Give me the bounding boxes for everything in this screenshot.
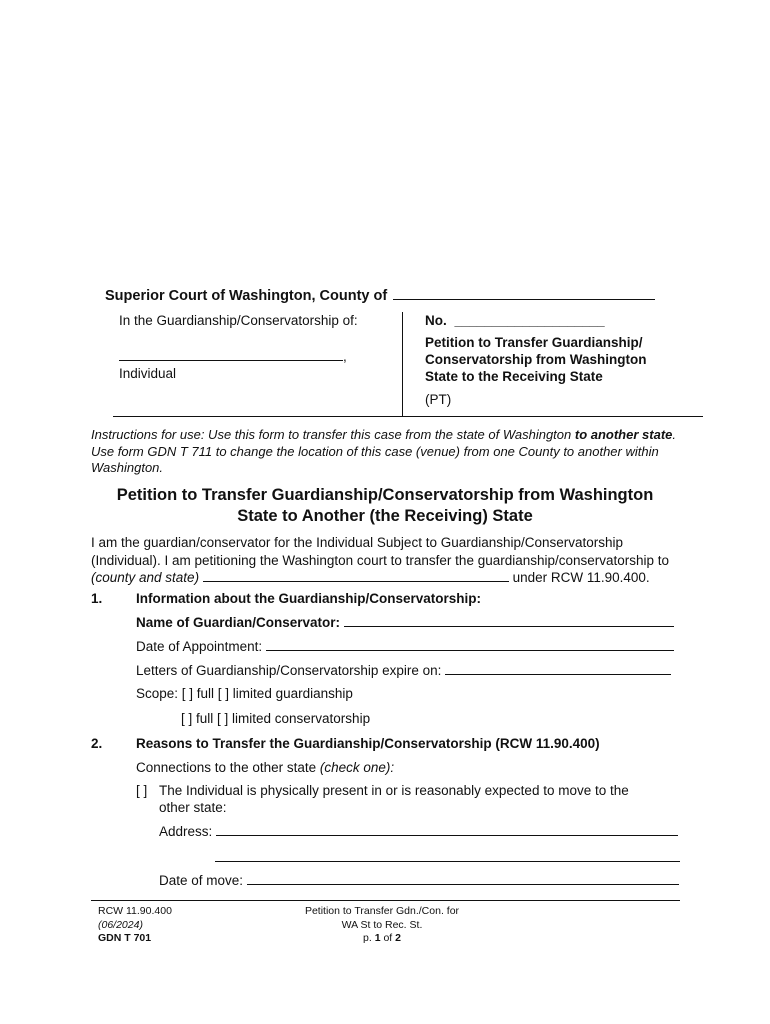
individual-label: Individual [119,366,177,381]
guardian-name-field[interactable] [344,614,674,627]
guardian-name-row [136,614,674,630]
footer-rcw: RCW 11.90.400 [98,905,172,917]
in-the-matter-label: In the Guardianship/Conservatorship of: [119,313,358,328]
footer-rule [91,900,680,901]
case-no-field[interactable]: ____________________ [454,313,605,328]
footer-title-line: Petition to Transfer Gdn./Con. for [304,905,460,917]
caption-right [425,313,647,407]
page-number: 1 [374,932,381,944]
court-header [105,287,655,304]
appointment-date-label: Date of Appointment: [136,639,263,654]
page-of: of [383,932,393,944]
caption-divider [402,312,403,416]
appointment-date-field[interactable] [266,638,674,651]
footer-date: (06/2024) [98,918,143,931]
guardian-name-label: Name of Guardian/Conservator: [136,615,341,630]
instructions-text: Instructions for use: Use this form to transfer this case from the state of Washington [91,427,575,442]
individual-name-row: , [119,346,358,364]
option1-line: The Individual is physically present in or is reasonably expected to move to the [159,783,629,798]
page-total: 2 [395,932,401,944]
option1-text [159,783,629,816]
section2-heading: Reasons to Transfer the Guardianship/Conservatorship (RCW 11.90.400) [136,736,600,751]
footer-title-line: WA St to Rec. St. [341,918,423,931]
section1-heading: Information about the Guardianship/Conservatorship: [136,591,482,606]
doc-title-line: Petition to Transfer Guardianship/ [425,335,643,350]
page-indicator [262,932,502,946]
address-field-2[interactable] [215,861,680,862]
form-title-line: Petition to Transfer Guardianship/Conservatorship from Washington [116,486,654,504]
form-title-line: State to Another (the Receiving) State [237,507,533,525]
doc-title-line: Conservatorship from Washington [425,352,647,367]
page-prefix: p. [363,932,372,944]
individual-name-field[interactable] [119,346,343,361]
instructions-emphasis: to another state [574,427,673,442]
letters-expire-label: Letters of Guardianship/Conservatorship expire on: [136,663,442,678]
option1-line: other state: [159,799,227,815]
address-label: Address: [159,824,213,839]
move-date-field[interactable] [247,872,679,885]
move-date-row [159,872,679,888]
county-field[interactable] [393,287,655,300]
instructions-text-rest: . Use form GDN T 711 to change the location of this case (venue) from one County to another within Washington. [91,427,676,475]
intro-paragraph [91,534,691,587]
scope-label: Scope: [136,686,179,701]
doc-code: (PT) [425,392,452,407]
address-field-1[interactable] [216,823,678,836]
option1-checkbox[interactable]: [ ] [136,783,148,798]
intro-text: I am the guardian/conservator for the Individual Subject to Guardianship/Conservatorship (Individual). I am petitioning the Washington court to transfer the guardianship/conservatorship to [91,535,670,568]
receiving-county-field[interactable] [203,569,509,582]
court-label: Superior Court of Washington, County of [105,288,388,304]
doc-title-line: State to the Receiving State [425,369,603,384]
letters-expire-field[interactable] [445,662,671,675]
letters-expire-row [136,662,671,678]
form-title [80,485,690,527]
scope-conservatorship-options[interactable]: [ ] full [ ] limited conservatorship [181,711,371,726]
footer-form-number: GDN T 701 [98,932,152,944]
section1-number: 1. [91,591,103,606]
check-one-hint: (check one): [319,760,395,775]
scope-guardianship-options[interactable]: [ ] full [ ] limited guardianship [181,686,353,701]
intro-rcw: under RCW 11.90.400. [512,570,650,585]
section2-number: 2. [91,736,103,751]
appointment-date-row [136,638,674,654]
instructions [91,427,691,477]
footer-left [98,905,172,946]
county-hint: (county and state) [91,570,200,585]
case-number-row [425,313,647,328]
footer-center [262,905,502,946]
connections-row [136,760,394,775]
case-no-label: No. [425,313,447,328]
caption-left [119,313,358,381]
move-date-label: Date of move: [159,873,244,888]
doc-title-block [425,334,647,385]
address-row [159,823,678,839]
connections-label: Connections to the other state [136,760,320,775]
scope-row [136,686,353,701]
caption-bottom-rule [113,416,703,417]
